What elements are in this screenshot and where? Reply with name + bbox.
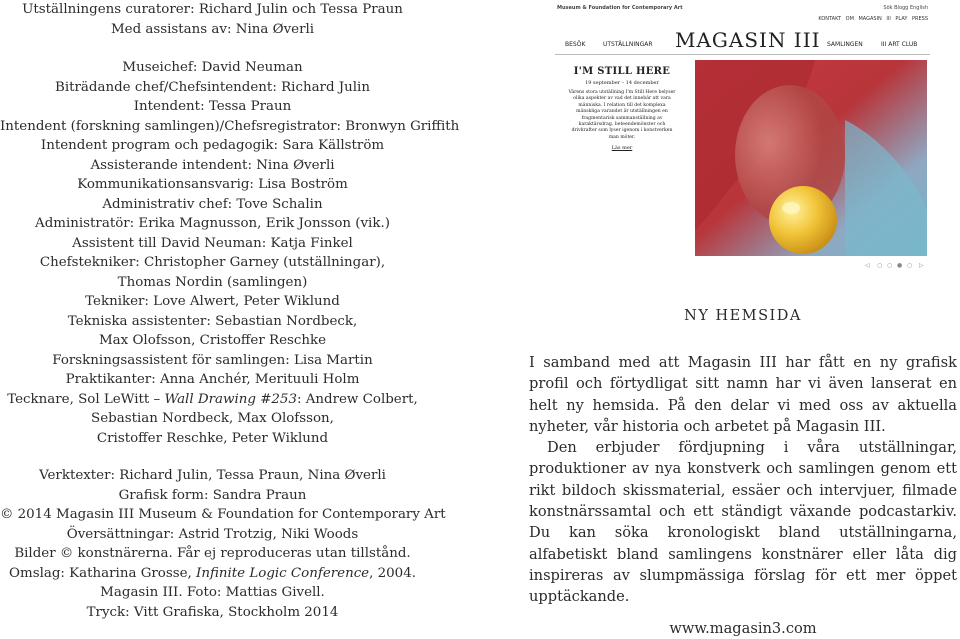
site-exhibition-teaser [567,66,677,151]
credit-line-omslag [0,564,425,584]
site-read-more: Läs mer [611,145,633,152]
site-secondary-links: KONTAKT OM MAGASIN III PLAY PRESS [818,16,928,22]
copyright-line: © 2014 Magasin III Museum & Foundation for Contemporary Art [0,507,446,522]
credit-line: Sebastian Nordbeck, Max Olofsson, [91,411,334,426]
site-slider-dots [865,261,927,271]
slider-dot-icon: ○ [887,262,893,269]
staff-block [0,58,460,448]
curators-block [0,0,425,39]
paragraph-2: Den erbjuder fördjupning i våra utställningar, produktioner av nya konstverk och samlingen genom ett rikt bildoch skissmaterial, essäer och intervjuer, filmade konstnärssamtal och ett ständigt växande podcastarkiv. Du kan söka kronologiskt bland utställningarna, alfabetiskt bland samlingens konstnärer eller låta dig inspireras av slumpmässiga förslag för ett mer öppet upptäckande. [529,439,957,606]
credit-line: Museichef: David Neuman [122,60,303,75]
omslag-prefix: Omslag: Katharina Grosse, [9,565,197,581]
section-title: NY HEMSIDA [684,308,802,324]
credit-line: Assistent till David Neuman: Katja Finkel [72,235,353,251]
slider-dot-icon: ○ [877,262,883,269]
credits-column [0,0,460,622]
credit-line: Assisterande intendent: Nina Øverli [90,157,335,173]
site-org-name: Museum & Foundation for Contemporary Art [557,5,683,11]
site-exhibition-title: I'M STILL HERE [573,66,671,77]
site-nav-art-club: III ART CLUB [881,41,918,48]
credit-line: Översättningar: Astrid Trotzig, Niki Woods [66,526,359,542]
wall-drawing-title: Wall Drawing #253 [164,391,297,407]
slider-dot-icon: ○ [907,262,913,269]
section-body [529,352,957,608]
site-main-nav [555,24,930,55]
site-logo: MAGASIN III [675,28,821,52]
site-exhibition-body: Värens stora utställning I'm Still Here belyser olika aspekter av vad det innebär att vara människa. I relation till det komplexa mänskliga varandet är utställningen en fragmentarisk sammanställning av karaktärsdrag, beteendemönster och drivkrafter som lyser igenom i konstverken man möter. [568,90,676,140]
credit-line: Kommunikationsansvarig: Lisa Boström [77,177,348,192]
credit-line: Praktikanter: Anna Anchér, Merituuli Holm [65,372,360,387]
credit-line: Grafisk form: Sandra Praun [118,487,307,503]
tecknare-suffix: : Andrew Colbert, [296,391,418,407]
credit-line: Intendent program och pedagogik: Sara Källström [40,138,385,153]
credit-line: Tekniska assistenter: Sebastian Nordbeck, [67,313,358,329]
credit-line: Chefstekniker: Christopher Garney (utställningar), [39,255,386,270]
credit-line: Bilder © konstnärerna. Får ej reproduceras utan tillstånd. [14,546,411,561]
site-topbar [555,0,930,14]
credit-line: Administrativ chef: Tove Schalin [102,196,323,212]
credit-line: Thomas Nordin (samlingen) [117,274,308,290]
credit-line: Max Olofsson, Cristoffer Reschke [98,333,327,348]
site-nav-samlingen: SAMLINGEN [827,41,863,48]
production-block [0,466,446,622]
credit-line-tecknare [0,390,425,410]
paragraph-1: I samband med att Magasin III har fått en ny grafisk profil och förtydligat sitt namn har vi även lanserat en helt ny hemsida. På den delar vi med oss av aktuella nyheter, vår historia och arbetet på Magasin III. [529,354,957,435]
credit-line: Tryck: Vitt Grafiska, Stockholm 2014 [86,604,339,620]
credit-line: Utställningens curatorer: Richard Julin och Tessa Praun [22,2,403,17]
credit-line: Forskningsassistent för samlingen: Lisa Martin [52,352,373,368]
site-hero-photo [695,60,927,256]
next-arrow-icon: ▷ [919,262,924,269]
site-nav-besok: BESÖK [565,41,586,48]
credit-line: Tekniker: Love Alwert, Peter Wiklund [85,294,340,309]
credit-line: Magasin III. Foto: Mattias Givell. [100,585,325,600]
credit-line: Intendent: Tessa Praun [133,99,292,114]
cover-work-title: Infinite Logic Conference [196,565,370,581]
credit-line: Intendent (forskning samlingen)/Chefsregistrator: Bronwyn Griffith [0,118,460,134]
site-exhibition-dates: 19 september – 14 december [585,80,659,86]
credit-line: Med assistans av: Nina Øverli [110,21,315,37]
credit-line: Administratör: Erika Magnusson, Erik Jonsson (vik.) [35,216,390,231]
credit-line: Biträdande chef/Chefsintendent: Richard Julin [55,79,370,95]
website-screenshot [555,0,930,275]
site-nav-utstallningar: UTSTÄLLNINGAR [603,41,653,48]
omslag-suffix: , 2004. [369,565,416,581]
prev-arrow-icon: ◁ [865,262,870,269]
website-url: www.magasin3.com [669,620,817,637]
slider-dot-active-icon: ● [897,262,903,269]
site-secondary-menu [555,14,930,24]
site-utility-links: Sök Blogg English [883,5,928,11]
tecknare-prefix: Tecknare, Sol LeWitt – [7,391,165,407]
credit-line: Cristoffer Reschke, Peter Wiklund [96,430,329,446]
credit-line: Verktexter: Richard Julin, Tessa Praun, Nina Øverli [39,468,386,483]
